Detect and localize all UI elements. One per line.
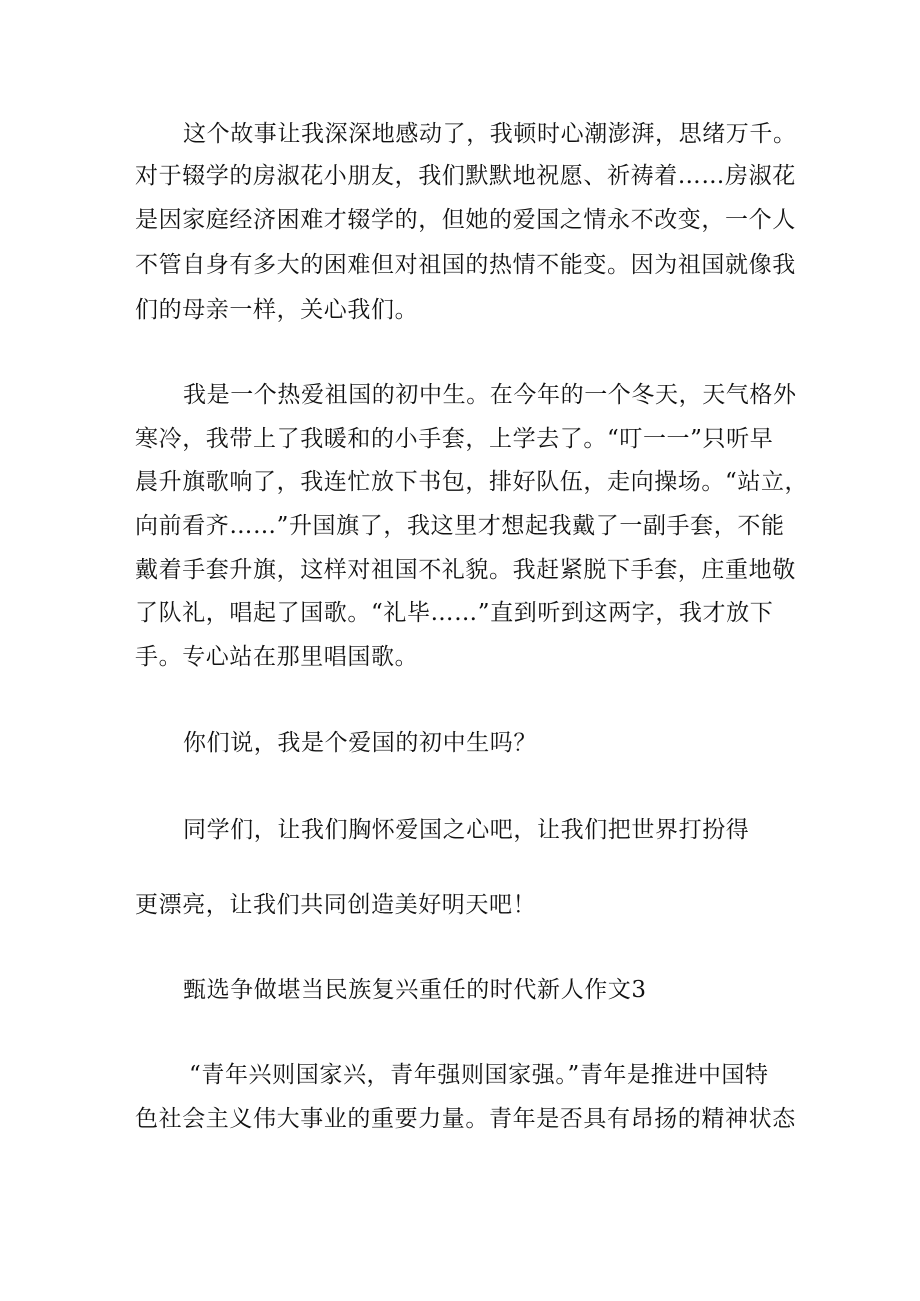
paragraph-2-line-3: 晨升旗歌响了，我连忙放下书包，排好队伍，走向操场。“站立， [135, 469, 809, 495]
paragraph-3-line-1: “青年兴则国家兴，青年强则国家强。”青年是推进中国特 [189, 1062, 769, 1088]
section-heading: 甄选争做堪当民族复兴重任的时代新人作文3 [183, 977, 647, 1003]
paragraph-2-line-6: 了队礼，唱起了国歌。“礼毕……”直到听到这两字，我才放下 [135, 600, 774, 626]
question-line: 你们说，我是个爱国的初中生吗？ [183, 730, 537, 756]
paragraph-1-line-5: 们的母亲一样，关心我们。 [135, 297, 419, 323]
paragraph-1-line-4: 不管自身有多大的困难但对祖国的热情不能变。因为祖国就像我 [135, 252, 796, 278]
paragraph-2-line-7: 手。专心站在那里唱国歌。 [135, 644, 419, 670]
closing-line-1: 同学们，让我们胸怀爱国之心吧，让我们把世界打扮得 [183, 817, 750, 843]
paragraph-2-line-5: 戴着手套升旗，这样对祖国不礼貌。我赶紧脱下手套，庄重地敬 [135, 557, 796, 583]
paragraph-3-line-2: 色社会主义伟大事业的重要力量。青年是否具有昂扬的精神状态 [135, 1106, 796, 1132]
closing-line-2: 更漂亮，让我们共同创造美好明天吧！ [135, 892, 537, 918]
paragraph-2-line-1: 我是一个热爱祖国的初中生。在今年的一个冬天，天气格外 [183, 382, 797, 408]
paragraph-2-line-2: 寒冷，我带上了我暖和的小手套，上学去了。“叮一一”只听早 [135, 426, 774, 452]
paragraph-1-line-3: 是因家庭经济困难才辍学的，但她的爱国之情永不改变，一个人 [135, 207, 796, 233]
paragraph-2-line-4: 向前看齐……”升国旗了，我这里才想起我戴了一副手套，不能 [135, 513, 785, 539]
paragraph-1-line-1: 这个故事让我深深地感动了，我顿时心潮澎湃，思绪万千。 [183, 121, 797, 147]
paragraph-1-line-2: 对于辍学的房淑花小朋友，我们默默地祝愿、祈祷着……房淑花 [135, 163, 796, 189]
